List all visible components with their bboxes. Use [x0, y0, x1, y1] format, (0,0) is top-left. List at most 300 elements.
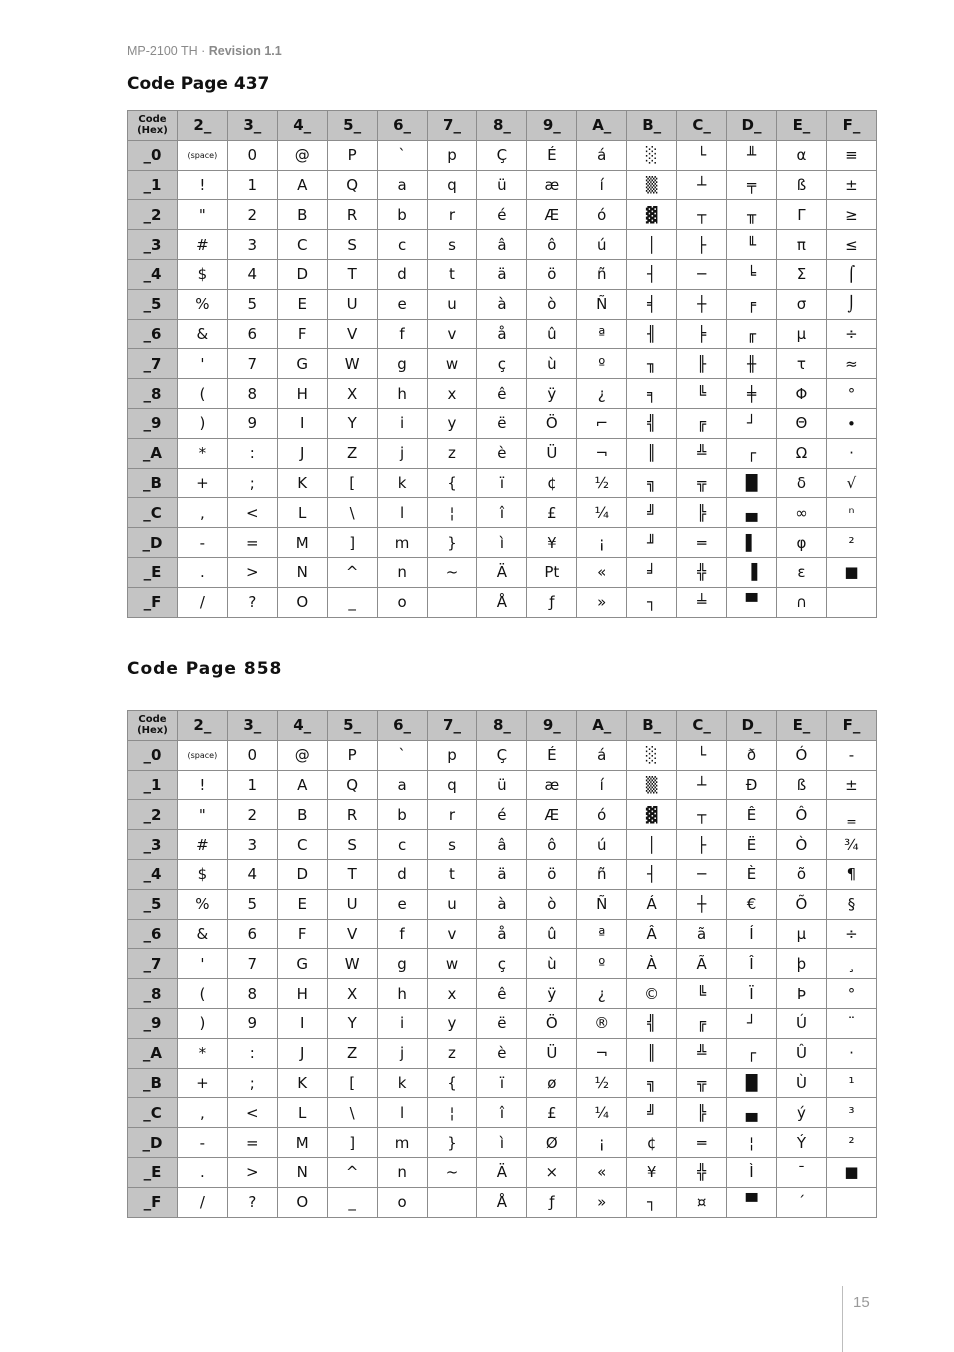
table-cell: j [377, 1038, 427, 1068]
table-cell: µ [776, 319, 826, 349]
row-header: _6 [128, 919, 178, 949]
table-cell: > [227, 557, 277, 587]
table-cell: ║ [627, 1038, 677, 1068]
table-cell: ■ [826, 1157, 876, 1187]
table-cell: y [427, 408, 477, 438]
table-cell: » [577, 1187, 627, 1217]
table-cell: ñ [577, 259, 627, 289]
table-cell: p [427, 740, 477, 770]
table-cell: ¬ [577, 1038, 627, 1068]
table-cell: L [277, 498, 327, 528]
table-cell: U [327, 889, 377, 919]
table-cell: ╚ [677, 379, 727, 409]
table-cell: ü [477, 770, 527, 800]
table-cell: ® [577, 1008, 627, 1038]
table-cell: ] [327, 1128, 377, 1158]
table-cell: É [527, 740, 577, 770]
table-cell [826, 587, 876, 617]
table-cell: ╡ [627, 289, 677, 319]
table-cell: é [477, 800, 527, 830]
table-cell: 1 [227, 170, 277, 200]
table-cell: n [377, 557, 427, 587]
table-cell: ) [177, 1008, 227, 1038]
table-row [128, 319, 877, 349]
table-cell: c [377, 830, 427, 860]
table-cell: â [477, 830, 527, 860]
table-cell: r [427, 200, 477, 230]
table-cell: ó [577, 200, 627, 230]
table-cell: ┤ [627, 859, 677, 889]
table-cell: ( [177, 979, 227, 1009]
table-cell: á [577, 740, 627, 770]
table-row [128, 587, 877, 617]
table-cell: 4 [227, 259, 277, 289]
table-cell: r [427, 800, 477, 830]
table-cell: ▒ [627, 770, 677, 800]
table-cell: J [277, 438, 327, 468]
row-header: _6 [128, 319, 178, 349]
table-cell: ` [377, 740, 427, 770]
table-cell: ö [527, 259, 577, 289]
table-cell: « [577, 557, 627, 587]
table-cell: ô [527, 830, 577, 860]
table-cell: P [327, 740, 377, 770]
table-cell: ¥ [527, 528, 577, 558]
table-cell: i [377, 408, 427, 438]
table-cell: Q [327, 770, 377, 800]
table-cell: G [277, 949, 327, 979]
table-cell: } [427, 1128, 477, 1158]
table-cell: Z [327, 438, 377, 468]
table-cell: î [477, 1098, 527, 1128]
table-cell: S [327, 830, 377, 860]
table-cell: √ [826, 468, 876, 498]
table-cell: j [377, 438, 427, 468]
table-cell: f [377, 919, 427, 949]
table-cell: 8 [227, 379, 277, 409]
table-cell: < [227, 498, 277, 528]
corner-line-1: Code [138, 714, 167, 726]
table-cell: M [277, 528, 327, 558]
table-cell: ╠ [677, 498, 727, 528]
table-cell: € [727, 889, 777, 919]
table-cell: l [377, 1098, 427, 1128]
table-cell: ╢ [627, 319, 677, 349]
table-cell: a [377, 770, 427, 800]
row-header: _2 [128, 800, 178, 830]
table-cell: : [227, 438, 277, 468]
table-cell: X [327, 379, 377, 409]
table-cell: \ [327, 1098, 377, 1128]
table-cell: Θ [776, 408, 826, 438]
table-cell: + [177, 1068, 227, 1098]
table-row [128, 1068, 877, 1098]
table-cell: _ [327, 587, 377, 617]
table-cell: k [377, 468, 427, 498]
table-row [128, 1128, 877, 1158]
table-cell: ┴ [677, 170, 727, 200]
table-cell: Ò [776, 830, 826, 860]
table-row [128, 528, 877, 558]
table-row [128, 200, 877, 230]
table-cell: █ [727, 1068, 777, 1098]
table-cell: ë [477, 408, 527, 438]
row-header: _5 [128, 289, 178, 319]
table-cell: ╝ [627, 498, 677, 528]
table-cell: ÿ [527, 379, 577, 409]
table-row [128, 889, 877, 919]
column-header: 5_ [327, 111, 377, 141]
table-cell: Z [327, 1038, 377, 1068]
table-cell: ï [477, 1068, 527, 1098]
table-row [128, 557, 877, 587]
table-cell: ⁿ [826, 498, 876, 528]
table-cell: ∩ [776, 587, 826, 617]
table-cell: ╬ [677, 1157, 727, 1187]
table-cell: Ù [776, 1068, 826, 1098]
row-header: _1 [128, 170, 178, 200]
table-cell: ‗ [826, 800, 876, 830]
table-cell: ╥ [727, 200, 777, 230]
column-header: D_ [727, 111, 777, 141]
table-cell: Ç [477, 140, 527, 170]
table-cell: 5 [227, 289, 277, 319]
table-cell: ▄ [727, 1098, 777, 1128]
table-cell: ¦ [427, 498, 477, 528]
table-cell: Pt [527, 557, 577, 587]
row-header: _0 [128, 740, 178, 770]
table-cell: k [377, 1068, 427, 1098]
table-cell: S [327, 230, 377, 260]
row-header: _B [128, 1068, 178, 1098]
table-cell: á [577, 140, 627, 170]
table-cell: A [277, 770, 327, 800]
table-cell: X [327, 979, 377, 1009]
table-cell: Ð [727, 770, 777, 800]
table-cell: (space) [177, 140, 227, 170]
table-cell: Æ [527, 200, 577, 230]
table-cell: þ [776, 949, 826, 979]
table-cell: é [477, 200, 527, 230]
table-cell: ≡ [826, 140, 876, 170]
table-cell: , [177, 498, 227, 528]
table-row [128, 740, 877, 770]
table-cell: ╟ [677, 349, 727, 379]
table-cell: d [377, 259, 427, 289]
table-cell: K [277, 468, 327, 498]
table-cell: t [427, 859, 477, 889]
document-header [127, 44, 282, 58]
table-row [128, 289, 877, 319]
table-cell: e [377, 289, 427, 319]
table-cell: ─ [677, 859, 727, 889]
table-cell: φ [776, 528, 826, 558]
corner-header [128, 711, 178, 741]
column-header: 4_ [277, 111, 327, 141]
table-cell: ╤ [727, 170, 777, 200]
table-cell: Ö [527, 1008, 577, 1038]
table-cell: ì [477, 1128, 527, 1158]
table-cell: O [277, 587, 327, 617]
table-row [128, 800, 877, 830]
row-header: _D [128, 528, 178, 558]
corner-line-1: Code [138, 114, 167, 126]
table-row [128, 770, 877, 800]
table-cell: × [527, 1157, 577, 1187]
table-cell: ¶ [826, 859, 876, 889]
table-row [128, 379, 877, 409]
table-cell: # [177, 230, 227, 260]
table-cell: µ [776, 919, 826, 949]
table-cell: ì [477, 528, 527, 558]
table-cell: ┌ [727, 438, 777, 468]
table-cell: ╠ [677, 1098, 727, 1128]
table-cell [427, 587, 477, 617]
table-cell: ¸ [826, 949, 876, 979]
table-cell: 9 [227, 408, 277, 438]
table-cell: Ã [677, 949, 727, 979]
table-cell: ▓ [627, 800, 677, 830]
table-cell: ═ [677, 1128, 727, 1158]
table-cell: ┬ [677, 800, 727, 830]
table-cell: ø [527, 1068, 577, 1098]
table-cell: ╒ [727, 289, 777, 319]
table-cell: ç [477, 349, 527, 379]
table-cell: ┴ [677, 770, 727, 800]
table-cell: 5 [227, 889, 277, 919]
table-cell: ü [477, 170, 527, 200]
table-cell: . [177, 1157, 227, 1187]
table-cell: x [427, 379, 477, 409]
table-cell: " [177, 200, 227, 230]
table-cell: E [277, 289, 327, 319]
table-cell: ╨ [727, 140, 777, 170]
table-cell: T [327, 859, 377, 889]
table-cell: Æ [527, 800, 577, 830]
table-cell: Y [327, 408, 377, 438]
table-cell: o [377, 1187, 427, 1217]
column-header: F_ [826, 111, 876, 141]
table-cell: $ [177, 259, 227, 289]
table-cell: 1 [227, 770, 277, 800]
table-cell: z [427, 1038, 477, 1068]
row-header: _5 [128, 889, 178, 919]
table-cell: ° [826, 979, 876, 1009]
table-cell: % [177, 289, 227, 319]
table-cell: s [427, 230, 477, 260]
table-cell: â [477, 230, 527, 260]
table-cell: ╝ [627, 1098, 677, 1128]
table-cell: ö [527, 859, 577, 889]
table-cell: º [577, 349, 627, 379]
table-cell: τ [776, 349, 826, 379]
table-cell: e [377, 889, 427, 919]
table-cell: ¡ [577, 528, 627, 558]
table-cell: & [177, 919, 227, 949]
table-cell: ≈ [826, 349, 876, 379]
table-cell: ç [477, 949, 527, 979]
table-cell: ▌ [727, 528, 777, 558]
row-header: _A [128, 438, 178, 468]
table-cell: 2 [227, 800, 277, 830]
table-cell: v [427, 919, 477, 949]
table-cell: ╕ [627, 379, 677, 409]
table-cell: ( [177, 379, 227, 409]
row-header: _9 [128, 408, 178, 438]
table-cell: 9 [227, 1008, 277, 1038]
row-header: _9 [128, 1008, 178, 1038]
table-cell: Å [477, 1187, 527, 1217]
row-header: _B [128, 468, 178, 498]
table-cell: w [427, 949, 477, 979]
table-cell: ╖ [627, 349, 677, 379]
table-cell: ? [227, 587, 277, 617]
column-header: 7_ [427, 711, 477, 741]
row-header: _D [128, 1128, 178, 1158]
table-cell: ß [776, 170, 826, 200]
table-cell: ▓ [627, 200, 677, 230]
table-cell: (space) [177, 740, 227, 770]
table-header-row [128, 711, 877, 741]
table-cell: ╩ [677, 438, 727, 468]
table-cell: ¼ [577, 1098, 627, 1128]
table-cell: { [427, 1068, 477, 1098]
table-cell: È [727, 859, 777, 889]
table-row [128, 830, 877, 860]
table-cell: 7 [227, 949, 277, 979]
table-cell: ╦ [677, 468, 727, 498]
table-cell: Ë [727, 830, 777, 860]
table-cell: O [277, 1187, 327, 1217]
table-cell: u [427, 889, 477, 919]
table-cell: ù [527, 949, 577, 979]
table-cell: R [327, 200, 377, 230]
table-cell: N [277, 557, 327, 587]
table-cell: ╣ [627, 408, 677, 438]
table-row [128, 349, 877, 379]
table-cell: U [327, 289, 377, 319]
table-cell: Ä [477, 1157, 527, 1187]
table-cell: ý [776, 1098, 826, 1128]
table-cell: à [477, 289, 527, 319]
product-name: MP-2100 TH [127, 44, 198, 58]
table-cell: ∙ [826, 408, 876, 438]
table-cell: @ [277, 740, 327, 770]
table-cell: └ [677, 140, 727, 170]
table-cell: ┤ [627, 259, 677, 289]
table-cell: V [327, 319, 377, 349]
column-header: 2_ [177, 711, 227, 741]
corner-line-2: (Hex) [137, 125, 168, 137]
code-page-437-title: Code Page 437 [127, 74, 270, 94]
row-header: _2 [128, 200, 178, 230]
table-cell: ├ [677, 230, 727, 260]
table-cell: · [826, 438, 876, 468]
table-cell: ╘ [727, 259, 777, 289]
table-cell: Å [477, 587, 527, 617]
column-header: 4_ [277, 711, 327, 741]
table-cell: ≤ [826, 230, 876, 260]
table-cell: 6 [227, 919, 277, 949]
table-cell: g [377, 349, 427, 379]
table-cell: ¢ [627, 1128, 677, 1158]
table-cell: ┼ [677, 289, 727, 319]
table-cell: ô [527, 230, 577, 260]
table-cell: h [377, 379, 427, 409]
table-cell: ╦ [677, 1068, 727, 1098]
table-cell: ε [776, 557, 826, 587]
table-cell: 3 [227, 230, 277, 260]
table-cell: % [177, 889, 227, 919]
table-cell: ? [227, 1187, 277, 1217]
table-row [128, 1038, 877, 1068]
table-cell: ╪ [727, 379, 777, 409]
table-cell: ó [577, 800, 627, 830]
table-cell: E [277, 889, 327, 919]
table-cell: Ö [527, 408, 577, 438]
table-cell: / [177, 1187, 227, 1217]
row-header: _E [128, 1157, 178, 1187]
table-cell [826, 1187, 876, 1217]
row-header: _7 [128, 949, 178, 979]
table-cell: ´ [776, 1187, 826, 1217]
table-cell: l [377, 498, 427, 528]
table-cell: ã [677, 919, 727, 949]
table-cell: å [477, 919, 527, 949]
table-row [128, 1008, 877, 1038]
table-cell: Î [727, 949, 777, 979]
table-cell: T [327, 259, 377, 289]
table-row [128, 230, 877, 260]
table-cell: ÿ [527, 979, 577, 1009]
table-cell: < [227, 1098, 277, 1128]
table-cell: Γ [776, 200, 826, 230]
table-cell: ! [177, 170, 227, 200]
table-cell: Á [627, 889, 677, 919]
table-cell: ┘ [727, 408, 777, 438]
code-page-858-table [127, 710, 877, 1218]
table-cell: . [177, 557, 227, 587]
column-header: 8_ [477, 111, 527, 141]
table-cell: Ω [776, 438, 826, 468]
table-cell: ; [227, 468, 277, 498]
table-cell: ' [177, 349, 227, 379]
table-cell: } [427, 528, 477, 558]
column-header: 3_ [227, 111, 277, 141]
table-cell: ê [477, 379, 527, 409]
table-cell: n [377, 1157, 427, 1187]
column-header: 9_ [527, 711, 577, 741]
column-header: C_ [677, 111, 727, 141]
table-cell: Ç [477, 740, 527, 770]
table-cell: P [327, 140, 377, 170]
column-header: 2_ [177, 111, 227, 141]
table-cell: H [277, 379, 327, 409]
table-cell: m [377, 1128, 427, 1158]
table-cell: ! [177, 770, 227, 800]
table-cell: ╔ [677, 1008, 727, 1038]
table-cell: © [627, 979, 677, 1009]
table-row [128, 140, 877, 170]
table-cell: ° [826, 379, 876, 409]
table-cell: » [577, 587, 627, 617]
table-cell: F [277, 319, 327, 349]
table-cell: ' [177, 949, 227, 979]
table-cell: ╚ [677, 979, 727, 1009]
table-cell: - [826, 740, 876, 770]
table-cell: ╗ [627, 468, 677, 498]
table-cell: ╓ [727, 319, 777, 349]
